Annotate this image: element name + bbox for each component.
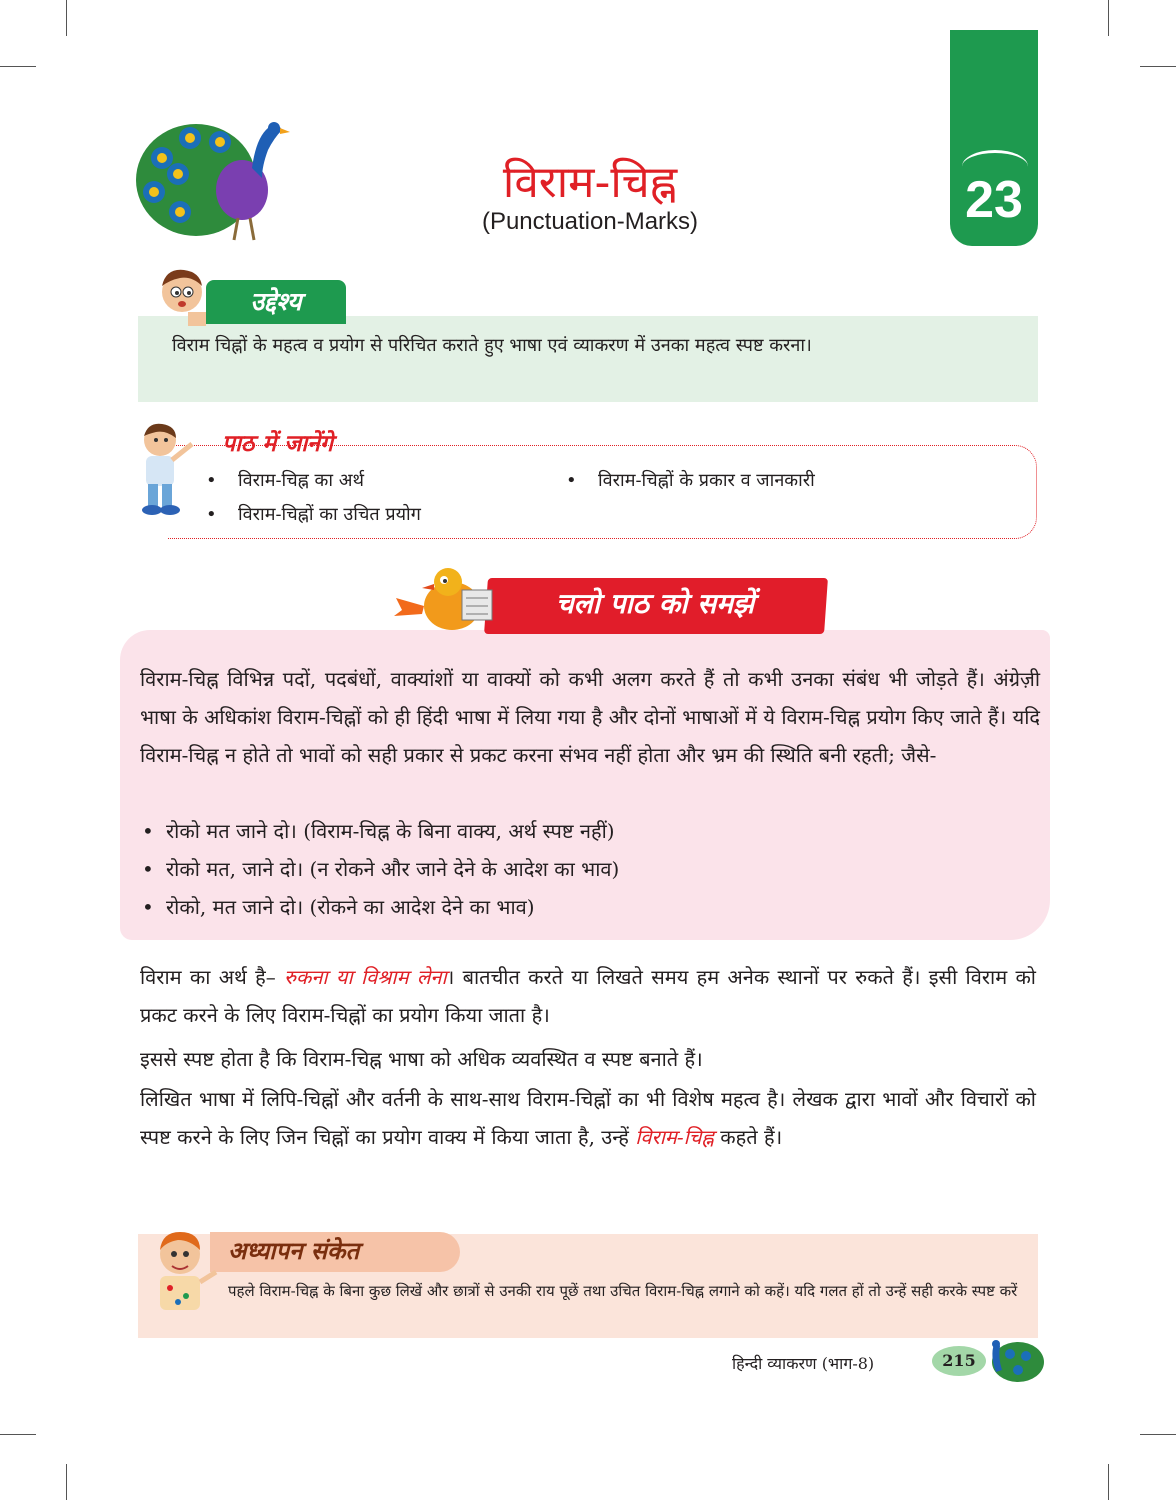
footer-peacock-icon [982, 1336, 1046, 1386]
learn-item-text: विराम-चिह्न का अर्थ [238, 470, 365, 491]
definition-suffix: कहते हैं। [720, 1125, 783, 1149]
crop-mark [1140, 66, 1176, 67]
learn-item-text: विराम-चिह्नों के प्रकार व जानकारी [598, 470, 815, 491]
example-item: • रोको, मत जाने दो। (रोकने का आदेश देने का भाव) [142, 895, 535, 919]
boy-peeking-icon [152, 262, 212, 330]
page-title: विराम-चिह्न [502, 157, 678, 208]
definition-text: लिखित भाषा में लिपि-चिह्नों और वर्तनी के साथ-साथ विराम-चिह्नों का भी विशेष महत्व है। लेखक द्वारा भावों और विचारों को स्पष्ट करने के लिए जिन चिह्नों का प्रयोग वाक्य में किया जाता है, उन्हें [140, 1087, 1036, 1149]
meaning-rest: । बातचीत करते या लिखते समय हम अनेक स्थानों पर रुकते हैं। इसी विराम को प्रकट करने के लिए विराम-चिह्नों का प्रयोग किया जाता है। [140, 965, 1036, 1027]
learn-item: • विराम-चिह्नों का उचित प्रयोग [206, 504, 421, 525]
examples-list [142, 812, 1022, 926]
meaning-paragraph [140, 958, 1036, 1034]
learn-item: • विराम-चिह्नों के प्रकार व जानकारी [566, 470, 815, 491]
teaching-note-text: पहले विराम-चिह्न के बिना कुछ लिखें और छात्रों से उनकी राय पूछें तथा उचित विराम-चिह्न लगाने को कहें। यदि गलत हों तो उन्हें सही करके स्पष्ट करें [228, 1282, 1018, 1300]
footer-book-title: हिन्दी व्याकरण (भाग-8) [732, 1354, 875, 1373]
objective-text: विराम चिह्नों के महत्व व प्रयोग से परिचित कराते हुए भाषा एवं व्याकरण में उनका महत्व स्पष्ट करना। [172, 335, 812, 356]
intro-paragraph: विराम-चिह्न विभिन्न पदों, पदबंधों, वाक्यांशों या वाक्यों को कभी अलग करते हैं तो कभी उनका संबंध भी जोड़ते हैं। अंग्रेज़ी भाषा के अधिकांश विराम-चिह्नों को ही हिंदी भाषा में लिया गया है और दोनों भाषाओं में ये विराम-चिह्न प्रयोग किए जाते हैं। यदि विराम-चिह्न न होते तो भावों को सही प्रकार से प्रकट करना संभव नहीं होता और भ्रम की स्थिति बनी रहती; जैसे- [140, 667, 1040, 767]
meaning-highlight: रुकना या विश्राम लेना [284, 965, 447, 989]
page-number: 215 [932, 1346, 986, 1376]
example-text: रोको, मत जाने दो। (रोकने का आदेश देने का भाव) [166, 895, 535, 919]
crop-mark [66, 0, 67, 36]
lesson-banner-text: चलो पाठ को समझें [555, 587, 755, 620]
crop-mark [0, 1434, 36, 1435]
definition-highlight: विराम-चिह्न [635, 1125, 714, 1149]
meaning-prefix: विराम का अर्थ है– [140, 965, 276, 989]
example-item: • रोको मत जाने दो। (विराम-चिह्न के बिना वाक्य, अर्थ स्पष्ट नहीं) [142, 819, 615, 843]
bird-reading-icon [392, 560, 502, 640]
page-subtitle: (Punctuation-Marks) [481, 208, 699, 235]
example-text: रोको मत, जाने दो। (न रोकने और जाने देने के आदेश का भाव) [166, 857, 620, 881]
teaching-note-label: अध्यापन संकेत [228, 1237, 360, 1265]
crop-mark [1108, 1464, 1109, 1500]
crop-mark [66, 1464, 67, 1500]
example-item: • रोको मत, जाने दो। (न रोकने और जाने देने के आदेश का भाव) [142, 857, 620, 881]
clarity-line: इससे स्पष्ट होता है कि विराम-चिह्न भाषा को अधिक व्यवस्थित व स्पष्ट बनाते हैं। [140, 1047, 703, 1071]
chapter-number: 23 [965, 171, 1023, 229]
objective-label: उद्देश्य [206, 280, 346, 324]
crop-mark [0, 66, 36, 67]
crop-mark [1108, 0, 1109, 36]
crop-mark [1140, 1434, 1176, 1435]
peacock-icon [134, 108, 304, 248]
example-text: रोको मत जाने दो। (विराम-चिह्न के बिना वाक्य, अर्थ स्पष्ट नहीं) [166, 819, 615, 843]
boy-pointing-icon [136, 418, 198, 518]
learn-label: पाठ में जानेंगे [222, 431, 333, 457]
definition-paragraph [140, 1080, 1036, 1156]
boy-teacher-icon [150, 1226, 222, 1312]
learn-item: • विराम-चिह्न का अर्थ [206, 470, 365, 491]
learn-item-text: विराम-चिह्नों का उचित प्रयोग [238, 504, 421, 525]
